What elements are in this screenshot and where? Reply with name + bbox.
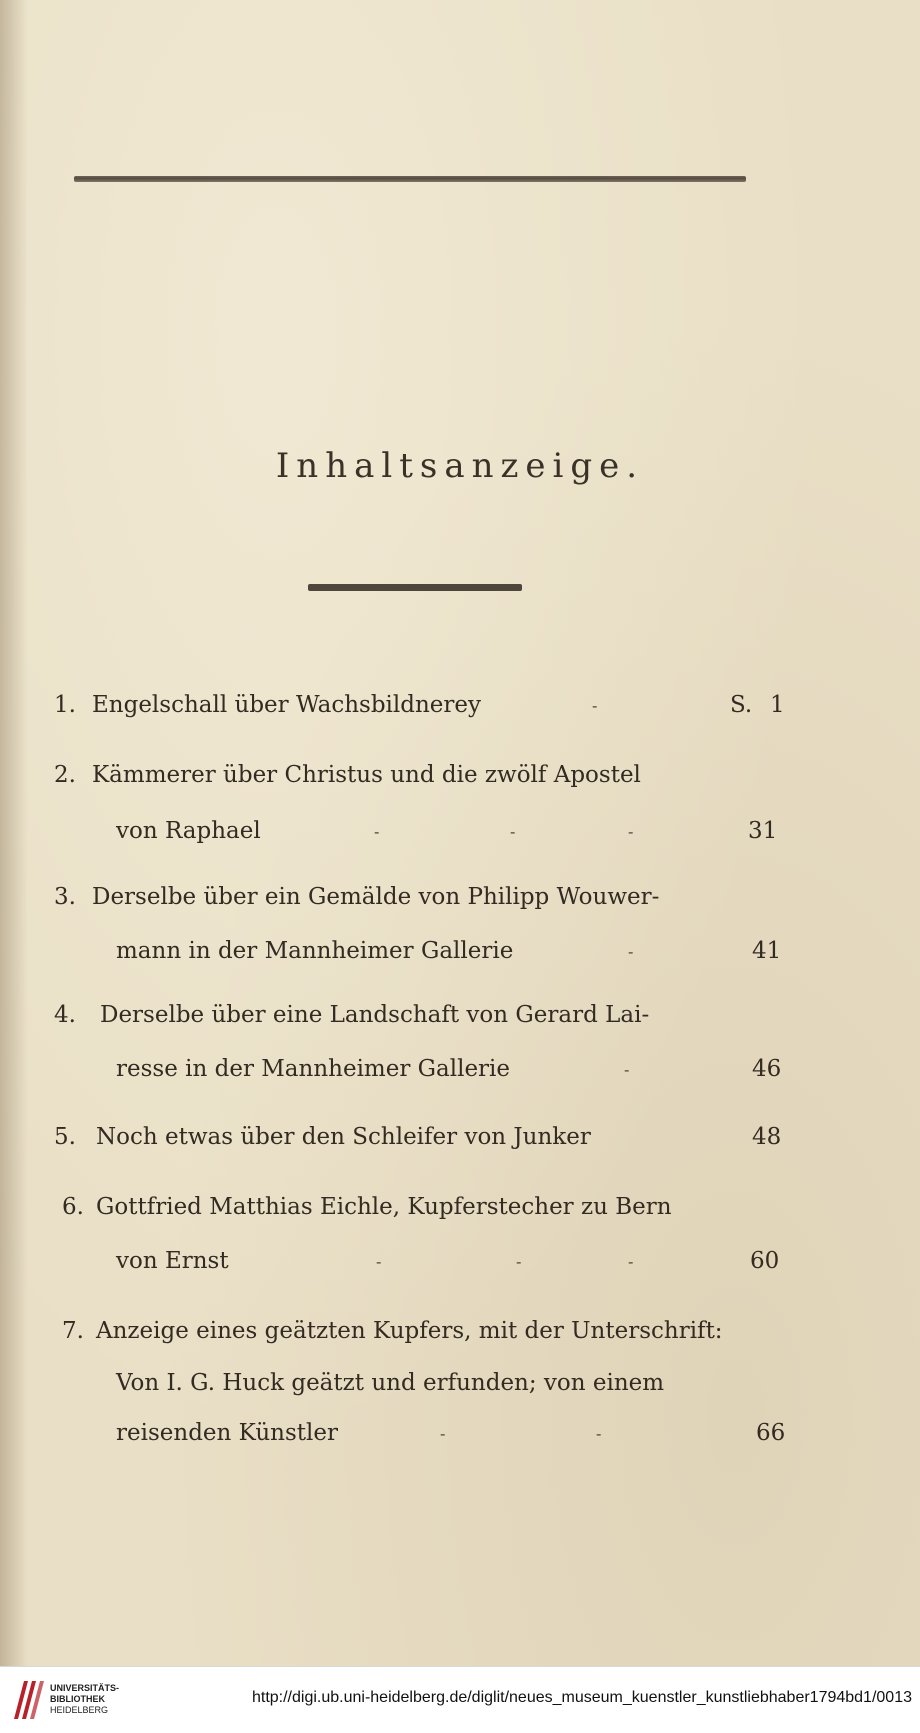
toc-entry-4-cont [0,1056,800,1096]
page-number: 48 [752,1124,782,1150]
title-rule [308,584,522,591]
toc-text: Von I. G. Huck geätzt und erfunden; von einem [116,1370,665,1396]
toc-text: von Ernst [116,1248,229,1274]
toc-entry-5 [0,1124,800,1164]
library-logo-icon [10,1675,44,1725]
toc-entry-2 [0,762,800,802]
toc-text: Engelschall über Wachsbildnerey [92,692,482,718]
toc-text: reisenden Künstler [116,1420,338,1446]
leader-dash: - [440,1424,446,1443]
toc-number: 2. [54,762,76,788]
leader-dash: - [596,1424,602,1443]
toc-text: mann in der Mannheimer Gallerie [116,938,514,964]
top-rule [74,176,746,182]
toc-number: 6. [62,1194,84,1220]
toc-entry-4 [0,1002,800,1042]
toc-number: 5. [54,1124,76,1150]
page-number: 60 [750,1248,780,1274]
toc-entry-2-cont [0,818,800,858]
toc-entry-1 [0,692,800,732]
library-logo-text [50,1683,119,1716]
toc-text: Kämmerer über Christus und die zwölf Apostel [92,762,641,788]
toc-entry-7-cont2 [0,1420,800,1460]
toc-text: Noch etwas über den Schleifer von Junker [96,1124,591,1150]
toc-number: 1. [54,692,76,718]
toc-text: resse in der Mannheimer Gallerie [116,1056,511,1082]
leader-dash: - [628,942,634,961]
source-url-link[interactable]: http://digi.ub.uni-heidelberg.de/diglit/neues_museum_kuenstler_kunstliebhaber1794bd1/0013 [251,1689,912,1706]
library-footer [0,1666,920,1733]
page-title: Inhaltsanzeige. [275,446,645,486]
page-number: 46 [752,1056,782,1082]
leader-dash: - [592,696,598,715]
leader-dash: - [374,822,380,841]
toc-entry-6-cont [0,1248,800,1288]
leader-dash: - [516,1252,522,1271]
leader-dash: - [376,1252,382,1271]
page-number: 31 [748,818,778,844]
toc-text: Derselbe über eine Landschaft von Gerard Lai- [100,1002,650,1028]
toc-text: Gottfried Matthias Eichle, Kupferstecher zu Bern [96,1194,672,1220]
toc-number: 3. [54,884,76,910]
toc-number: 7. [62,1318,84,1344]
page-number: 41 [752,938,782,964]
toc-entry-7-cont [0,1370,800,1410]
logo-line: UNIVERSITÄTS- [50,1683,120,1693]
toc-entry-3-cont [0,938,800,978]
toc-text: Anzeige eines geätzten Kupfers, mit der Unterschrift: [96,1318,723,1344]
toc-text: von Raphael [116,818,261,844]
logo-line: BIBLIOTHEK [50,1694,105,1704]
leader-dash: - [628,1252,634,1271]
page-number: 1 [770,692,785,718]
toc-entry-6 [0,1194,800,1234]
leader-dash: - [628,822,634,841]
leader-dash: - [510,822,516,841]
toc-entry-7 [0,1318,800,1358]
toc-text: Derselbe über ein Gemälde von Philipp Wouwer- [92,884,660,910]
page-prefix: S. [730,692,753,718]
page-number: 66 [756,1420,786,1446]
logo-line: HEIDELBERG [50,1705,109,1715]
leader-dash: - [624,1060,630,1079]
toc-number: 4. [54,1002,76,1028]
toc-entry-3 [0,884,800,924]
